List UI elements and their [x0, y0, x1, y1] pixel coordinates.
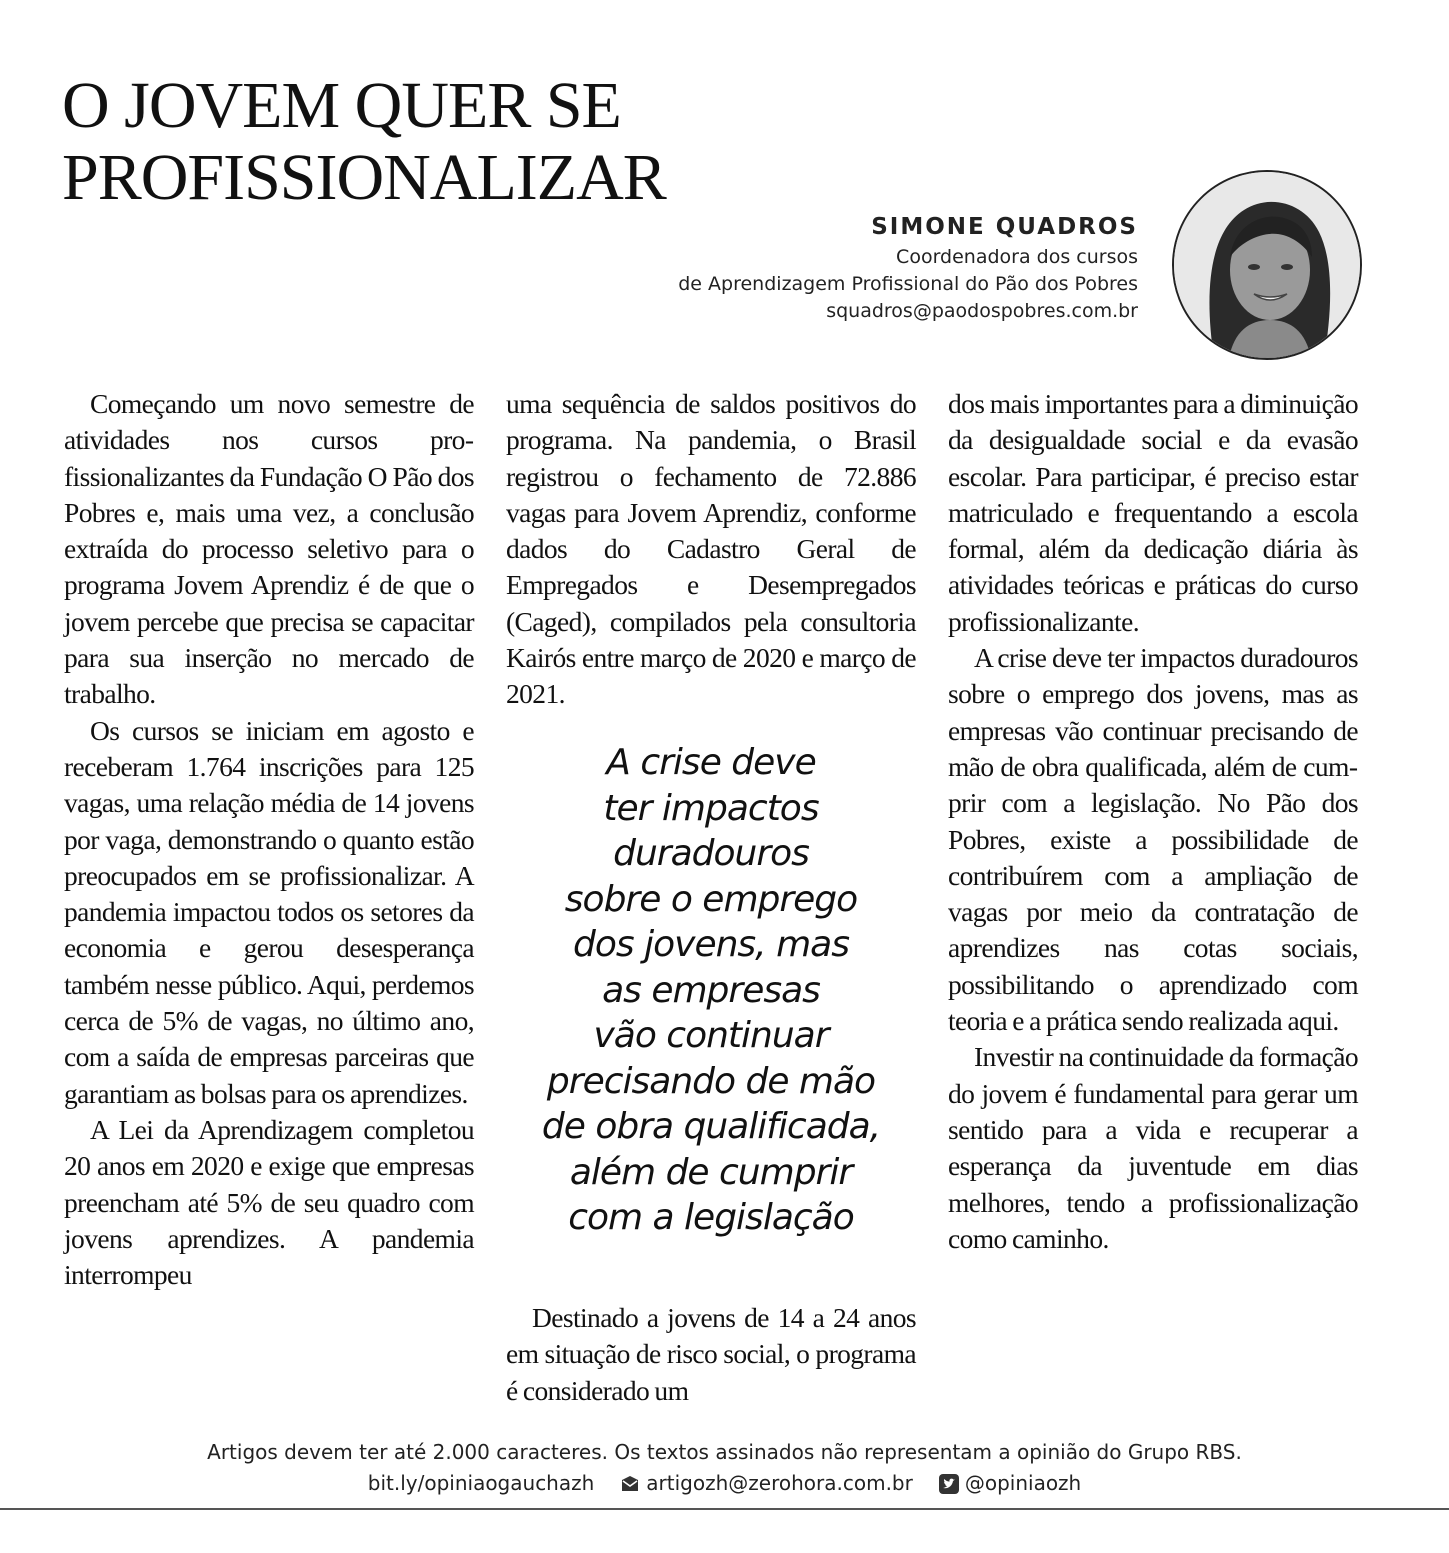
paragraph: Os cursos se iniciam em agosto e receberam 1.764 inscrições para 125 vagas, uma relação média de 14 jovens por vaga, demonstrando o quanto estão preocupados em se profissionalizar. A pandemia impactou todos os setores da economia e gerou desesperança também nesse público. Aqui, perdemos cerca de 5% de vagas, no último ano, com a saída de empresas parceiras que garantiam as bolsas para os aprendizes.: [64, 714, 474, 1109]
paragraph: Destinado a jovens de 14 a 24 anos em situação de risco social, o programa é considerado um: [506, 1302, 916, 1406]
footer-twitter-link[interactable]: [939, 1468, 1081, 1499]
pull-quote-line: com a legislação: [568, 1197, 854, 1238]
author-role-line-1: Coordenadora dos cursos: [896, 246, 1138, 268]
pull-quote-line: duradouros: [613, 833, 809, 874]
paragraph: Começando um novo semestre de atividades nos cursos profissionalizantes da Fundação O Pão dos Pobres e, mais uma vez, a conclusão extraída do processo seletivo para o programa Jovem Aprendiz é de que o jovem percebe que precisa se capacitar para sua inserção no mercado de trabalho.: [64, 388, 474, 710]
byline: [678, 210, 1138, 325]
headline: [62, 70, 782, 214]
article-column-2: [506, 386, 916, 713]
footer: [0, 1437, 1449, 1499]
pull-quote-line: vão continuar: [593, 1015, 829, 1056]
pull-quote-line: dos jovens, mas: [573, 924, 849, 965]
author-name: SIMONE QUADROS: [871, 214, 1138, 240]
footer-email-text: artigozh@zerohora.com.br: [646, 1471, 913, 1495]
author-email: squadros@paodospobres.com.br: [826, 300, 1138, 322]
paragraph: A Lei da Aprendizagem completou 20 anos em 2020 e exige que empresas preencham até 5% de seu quadro com jovens aprendizes. A pandemia interrompeu: [64, 1113, 474, 1291]
bottom-rule: [0, 1508, 1449, 1510]
article-column-3: [948, 386, 1358, 1257]
pull-quote-line: além de cumprir: [569, 1151, 853, 1193]
paragraph: A crise deve ter impactos duradouros sobre o emprego dos jovens, mas as empresas vão continuar precisando de mão de obra qualificada, além de cumprir com a legislação. No Pão dos Pobres, existe a possibilidade de contribuírem com a ampliação de vagas por meio da contratação de aprendizes nas cotas sociais, possibilitando o aprendizado com teoria e a prática sendo realizada aqui.: [948, 642, 1358, 1037]
footer-web-link[interactable]: [368, 1468, 595, 1499]
headline-line-1: O JOVEM QUER SE: [62, 69, 621, 142]
pull-quote-line: ter impactos: [603, 787, 819, 829]
pull-quote-line: precisando de mão: [546, 1060, 876, 1102]
footer-web-link-text: bit.ly/opiniaogauchazh: [367, 1471, 595, 1495]
pull-quote-line: de obra qualificada,: [541, 1106, 881, 1147]
article-column-1: [64, 386, 474, 1293]
footer-links: [0, 1468, 1449, 1499]
paragraph: dos mais importantes para a diminuição da desigualdade social e da evasão escolar. Para participar, é preciso estar matriculado e frequentando a escola formal, além da dedicação diária às atividades teóricas e práticas do curso profissionalizante.: [948, 388, 1358, 637]
paragraph: uma sequência de saldos positivos do programa. Na pandemia, o Brasil registrou o fechamento de 72.886 vagas para Jovem Aprendiz, conforme dados do Cadastro Geral de Empregados e Desempregados (Caged), compilados pela consultoria Kairós entre março de 2020 e março de 2021.: [506, 388, 916, 710]
pull-quote: [506, 740, 916, 1241]
footer-note: Artigos devem ter até 2.000 caracteres. Os textos assinados não representam a opinião do Grupo RBS.: [207, 1440, 1242, 1464]
pull-quote-line: as empresas: [602, 969, 820, 1011]
portrait-image: [1174, 172, 1360, 358]
twitter-icon: [939, 1474, 959, 1494]
pull-quote-line: A crise deve: [606, 742, 816, 783]
pull-quote-line: sobre o emprego: [564, 878, 858, 920]
footer-email-link[interactable]: [620, 1468, 913, 1499]
article-column-2-continued: [506, 1300, 916, 1409]
paragraph: Investir na continuidade da formação do jovem é fundamental para gerar um sentido para a vida e recuperar a esperança da juventude em dias melhores, tendo a profissionalização como caminho.: [948, 1041, 1358, 1254]
envelope-icon: [620, 1475, 640, 1493]
author-photo: [1172, 170, 1362, 360]
footer-twitter-text: @opiniaozh: [964, 1471, 1082, 1495]
headline-line-2: PROFISSIONALIZAR: [62, 141, 666, 214]
author-role-line-2: de Aprendizagem Profissional do Pão dos Pobres: [678, 273, 1138, 295]
